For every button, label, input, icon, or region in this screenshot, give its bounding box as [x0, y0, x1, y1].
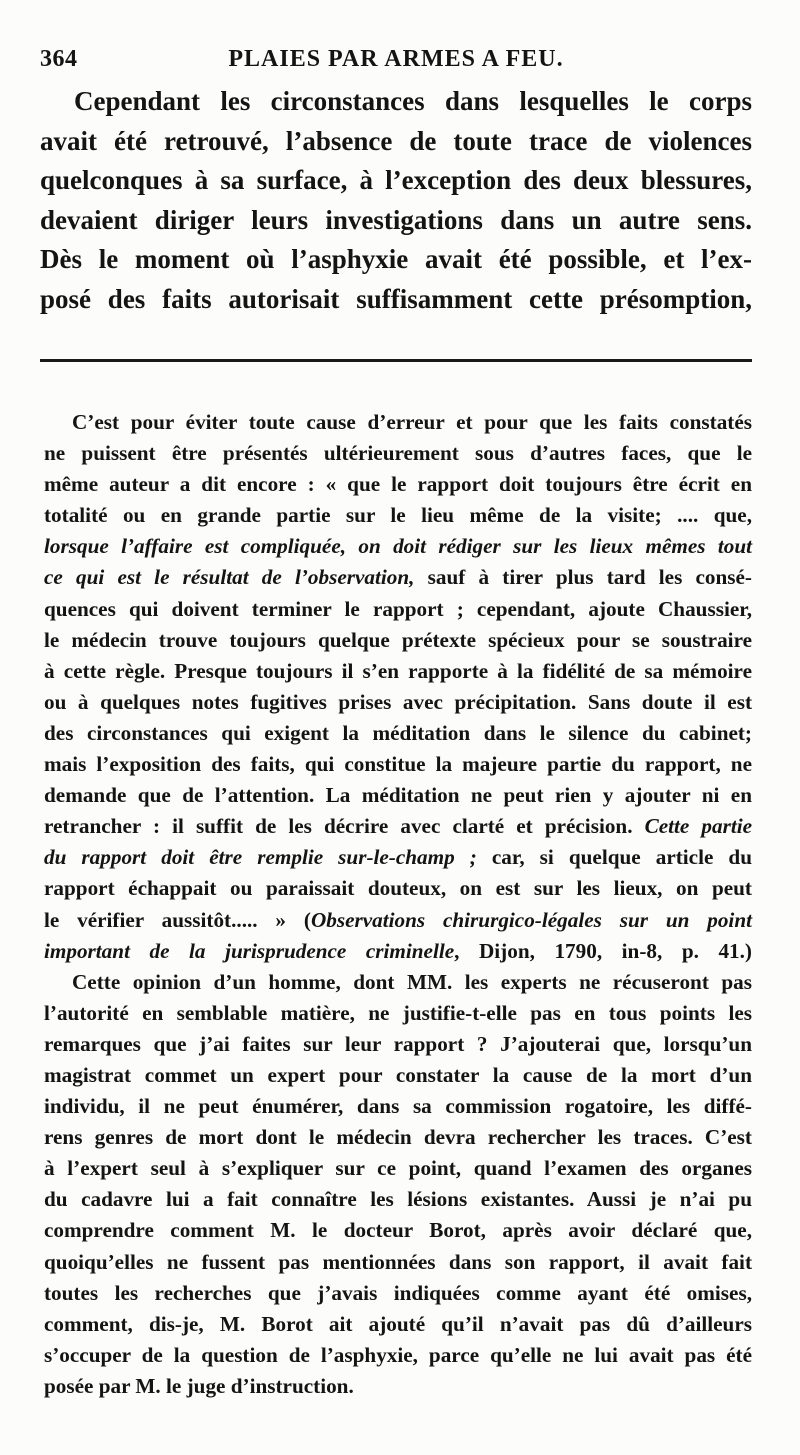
footnote-line	[44, 811, 752, 842]
footnote-text: des circonstances qui exigent la méditation dans le silence du cabinet;	[44, 720, 752, 745]
footnote-text: rens genres de mort dont le médecin devra rechercher les traces. C’est	[44, 1125, 752, 1150]
running-head: PLAIES PAR ARMES A FEU.	[228, 46, 564, 72]
footnote-text: ou à quelques notes fugitives prises avec précipitation. Sans doute il est	[44, 689, 752, 714]
footnote-text: car, si quelque article du	[476, 845, 752, 870]
main-paragraph	[40, 82, 752, 320]
main-line: avait été retrouvé, l’absence de toute trace de violences	[40, 125, 752, 156]
footnote-line	[44, 1153, 752, 1184]
footnote-italic-text: important de la jurisprudence criminelle	[44, 938, 455, 963]
main-line: devaient diriger leurs investigations dans un autre sens.	[40, 204, 752, 235]
footnote-block	[44, 407, 752, 1402]
footnote-line	[44, 1247, 752, 1278]
footnote-text: s’occuper de la question de l’asphyxie, parce qu’elle ne lui avait pas été	[44, 1342, 752, 1367]
footnote-line	[44, 749, 752, 780]
footnote-text: posée par M. le juge d’instruction.	[44, 1373, 354, 1398]
footnote-text: individu, il ne peut énumérer, dans sa commission rogatoire, les diffé-	[44, 1094, 752, 1119]
page-number: 364	[40, 46, 78, 72]
footnote-text: même auteur a dit encore : « que le rapport doit toujours être écrit en	[44, 472, 752, 497]
footnote-text: l’autorité en semblable matière, ne justifie-t-elle pas en tous points les	[44, 1000, 752, 1025]
footnote-text: du cadavre lui a fait connaître les lésions existantes. Aussi je n’ai pu	[44, 1187, 752, 1212]
footnote-text: C’est pour éviter toute cause d’erreur et pour que les faits constatés	[72, 410, 752, 434]
footnote-text: Cette opinion d’un homme, dont MM. les experts ne récuseront pas	[72, 969, 752, 994]
footnote-text: rapport échappait ou paraissait douteux, on est sur les lieux, on peut	[44, 876, 752, 901]
footnote-line	[44, 842, 752, 873]
footnote-line	[44, 1122, 752, 1153]
footnote-line	[44, 905, 752, 936]
main-line: Cependant les circonstances dans lesquelles le corps	[74, 86, 752, 116]
footnote-line	[44, 1340, 752, 1371]
footnote-line	[44, 1091, 752, 1122]
footnote-italic-text: Cette partie	[644, 814, 752, 839]
footnote-line	[44, 718, 752, 749]
footnote-line	[44, 1060, 752, 1091]
footnote-line	[44, 531, 752, 562]
footnote-line	[44, 438, 752, 469]
footnote-line	[44, 1215, 752, 1246]
footnote-text: comprendre comment M. le docteur Borot, après avoir déclaré que,	[44, 1218, 752, 1243]
footnote-separator-rule	[40, 359, 752, 362]
footnote-line	[44, 687, 752, 718]
footnote-line	[44, 1309, 752, 1340]
footnote-italic-text: lorsque l’affaire est compliquée, on doit rédiger sur les lieux mêmes tout	[44, 534, 752, 559]
footnote-text: ne puissent être présentés ultérieurement sous d’autres faces, que le	[44, 441, 752, 466]
footnote-text: quences qui doivent terminer le rapport ; cependant, ajoute Chaussier,	[44, 596, 752, 621]
footnote-line	[44, 1278, 752, 1309]
footnote-text: sauf à tirer plus tard les consé-	[414, 565, 752, 590]
footnote-text: comment, dis-je, M. Borot ait ajouté qu’il n’avait pas dû d’ailleurs	[44, 1311, 752, 1336]
footnote-line	[44, 562, 752, 593]
footnote-line	[44, 407, 752, 438]
footnote-text: remarques que j’ai faites sur leur rapport ? J’ajouterai que, lorsqu’un	[44, 1031, 752, 1056]
footnote-italic-text: du rapport doit être remplie sur-le-champ ;	[44, 845, 477, 870]
footnote-line	[44, 625, 752, 656]
footnote-italic-text: Observations chirurgico-légales sur un point	[310, 907, 752, 932]
footnote-line	[44, 469, 752, 500]
footnote-text: quoiqu’elles ne fussent pas mentionnées dans son rapport, il avait fait	[44, 1249, 752, 1274]
footnote-line	[44, 1029, 752, 1060]
footnote-line	[44, 998, 752, 1029]
page-header	[40, 40, 752, 80]
footnote-text: retrancher : il suffit de les décrire avec clarté et précision.	[44, 814, 645, 839]
footnote-line	[44, 873, 752, 904]
footnote-text: le vérifier aussitôt..... » (	[44, 907, 311, 932]
footnote-line	[44, 1371, 752, 1402]
footnote-text: demande que de l’attention. La méditation ne peut rien y ajouter ni en	[44, 783, 752, 808]
footnote-line	[44, 500, 752, 531]
footnote-text: le médecin trouve toujours quelque prétexte spécieux pour se soustraire	[44, 627, 752, 652]
footnote-text: mais l’exposition des faits, qui constitue la majeure partie du rapport, ne	[44, 752, 752, 777]
footnote-text: totalité ou en grande partie sur le lieu même de la visite; .... que,	[44, 503, 752, 528]
main-line: posé des faits autorisait suffisamment cette présomption,	[40, 283, 752, 314]
footnote-text: , Dijon, 1790, in-8, p. 41.)	[454, 938, 752, 963]
footnote-line	[44, 1184, 752, 1215]
footnote-line	[44, 967, 752, 998]
main-line: Dès le moment où l’asphyxie avait été possible, et l’ex-	[40, 244, 752, 275]
footnote-text: magistrat commet un expert pour constater la cause de la mort d’un	[44, 1062, 752, 1087]
footnote-italic-text: ce qui est le résultat de l’observation,	[44, 565, 415, 590]
footnote-text: toutes les recherches que j’avais indiquées comme ayant été omises,	[44, 1280, 752, 1305]
footnote-line	[44, 594, 752, 625]
footnote-text: à cette règle. Presque toujours il s’en rapporte à la fidélité de sa mémoire	[44, 658, 752, 683]
footnote-line	[44, 780, 752, 811]
footnote-text: à l’expert seul à s’expliquer sur ce point, quand l’examen des organes	[44, 1156, 752, 1181]
footnote-line	[44, 936, 752, 967]
footnote-line	[44, 656, 752, 687]
main-line: quelconques à sa surface, à l’exception des deux blessures,	[40, 165, 752, 196]
